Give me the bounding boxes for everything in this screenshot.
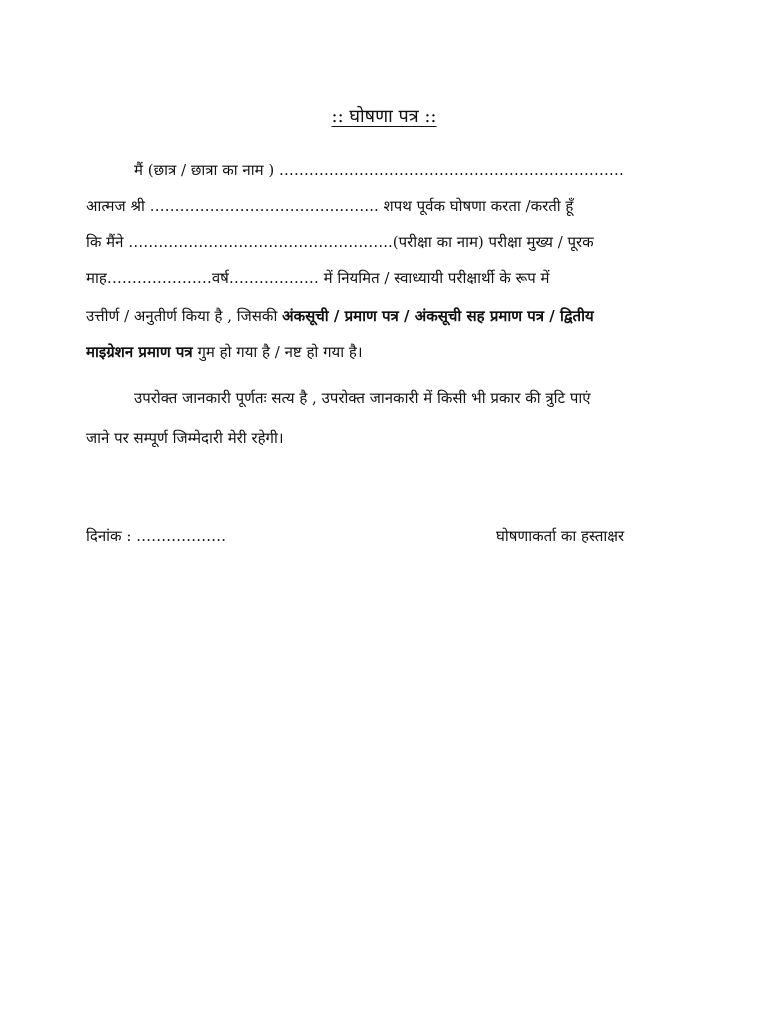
result-line xyxy=(86,306,682,326)
lost-status-text: गुम हो गया है / नष्ट हो गया है। xyxy=(192,343,363,361)
month-year-line: माह…………………वर्ष……………… में नियमित / स्वाध्यायी परीक्षार्थी के रूप में xyxy=(86,269,550,287)
truth-statement-line: उपरोक्त जानकारी पूर्णतः सत्य है , उपरोक्त जानकारी में किसी भी प्रकार की त्रुटि पाएं xyxy=(134,389,591,407)
document-title-text: :: घोषणा पत्र :: xyxy=(331,106,437,127)
date-field: दिनांक : ……………… xyxy=(86,527,227,545)
responsibility-line: जाने पर सम्पूर्ण जिम्मेदारी मेरी रहेगी। xyxy=(86,429,284,447)
document-title xyxy=(0,104,768,128)
documents-list-bold: अंकसूची / प्रमाण पत्र / अंकसूची सह प्रमाण पत्र / द्वितीय xyxy=(282,307,594,325)
lost-document-line xyxy=(86,342,682,362)
signature-label: घोषणाकर्ता का हस्ताक्षर xyxy=(496,527,625,545)
result-line-text: उत्तीर्ण / अनुतीर्ण किया है , जिसकी xyxy=(86,307,283,325)
student-name-line: मैं (छात्र / छात्रा का नाम ) …………………………………………………………… xyxy=(134,161,624,179)
migration-certificate-bold: माइग्रेशन प्रमाण पत्र xyxy=(86,343,193,361)
exam-name-line: कि मैंने ……………………………………………..(परीक्षा का नाम) परीक्षा मुख्य / पूरक xyxy=(86,233,594,251)
father-name-line: आत्मज श्री ………………………………..…….. शपथ पूर्वक घोषणा करता /करती हूँ xyxy=(86,197,574,215)
